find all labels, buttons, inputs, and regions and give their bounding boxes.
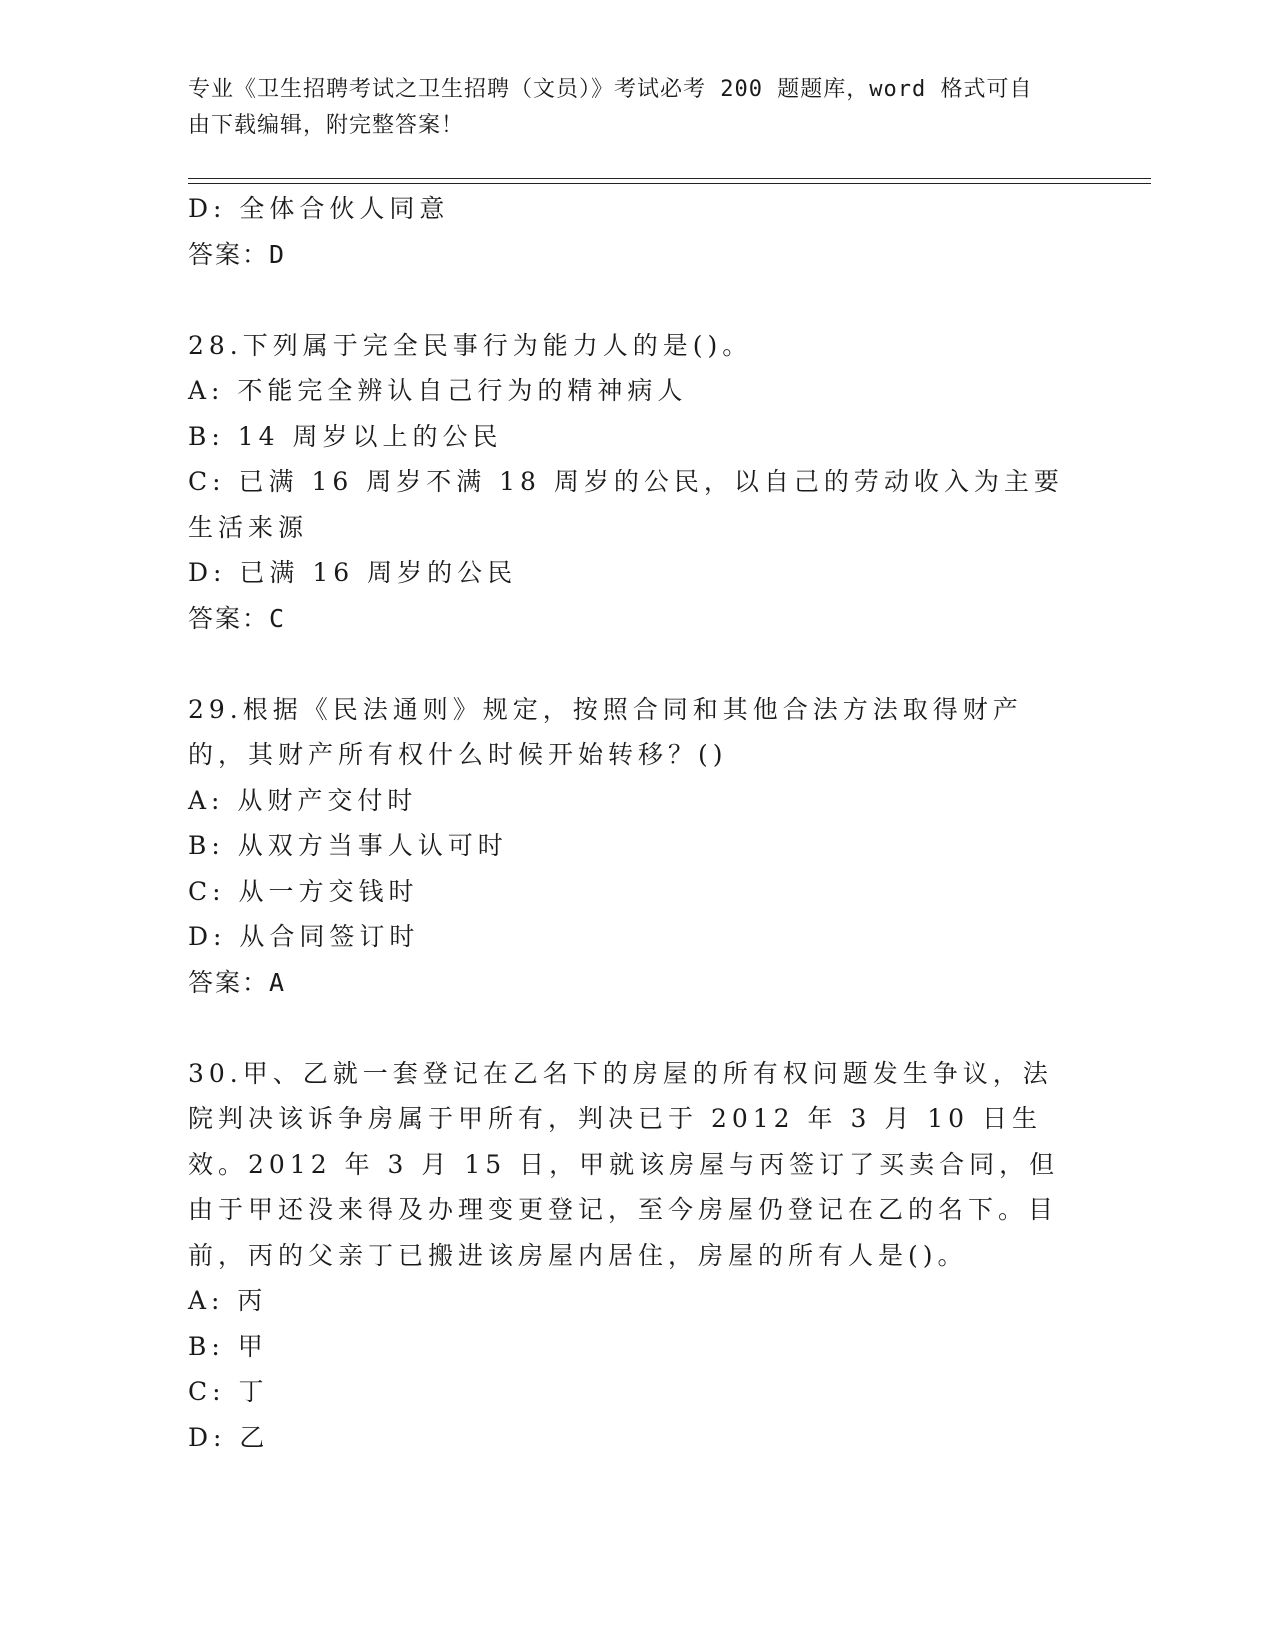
option-c: C: 丁 xyxy=(188,1377,269,1406)
page-header xyxy=(188,72,1068,144)
option-c: C: 从一方交钱时 xyxy=(188,876,419,906)
header-divider-top xyxy=(188,178,1151,179)
question-stem: 29.根据《民法通则》规定，按照合同和其他合法方法取得财产的，其财产所有权什么时候开始转移？() xyxy=(188,694,1023,769)
option-d: D: 已满 16 周岁的公民 xyxy=(188,558,518,587)
answer-value: C xyxy=(269,603,287,633)
option-b: B: 甲 xyxy=(188,1331,268,1361)
header-line-1: 专业《卫生招聘考试之卫生招聘（文员）》考试必考 200 题题库，word 格式可自 xyxy=(188,77,1033,102)
option-b: B: 14 周岁以上的公民 xyxy=(188,421,503,451)
answer xyxy=(188,960,1068,1006)
question-stem: 28.下列属于完全民事行为能力人的是()。 xyxy=(188,330,753,360)
option-d: D: 从合同签订时 xyxy=(188,922,420,951)
option-a: A: 从财产交付时 xyxy=(188,785,418,815)
header-divider-bottom xyxy=(188,183,1151,184)
question-28 xyxy=(188,323,1068,642)
spacer xyxy=(188,641,1068,687)
answer xyxy=(188,596,1068,642)
answer-value: D xyxy=(269,239,287,269)
document-body xyxy=(188,186,1068,1460)
question-stem: 30.甲、乙就一套登记在乙名下的房屋的所有权问题发生争议，法院判决该诉争房属于甲所有，判决已于 2012 年 3 月 10 日生效。2012 年 3 月 15 日，甲就该房屋与丙签订了买卖合同，但由于甲还没来得及办理变更登记，至今房屋仍登记在乙的名下。目前，丙的父亲丁已搬进该房屋内居住，房屋的所有人是()。 xyxy=(188,1058,1060,1270)
spacer xyxy=(188,1005,1068,1051)
answer-label: 答案： xyxy=(188,603,270,633)
option-b: B: 从双方当事人认可时 xyxy=(188,831,508,860)
prev-answer xyxy=(188,232,1068,278)
answer-label: 答案： xyxy=(188,239,270,269)
option-a: A: 不能完全辨认自己行为的精神病人 xyxy=(188,376,688,405)
header-line-2: 由下载编辑，附完整答案！ xyxy=(188,113,465,138)
option-d: D: 乙 xyxy=(188,1422,270,1452)
question-30 xyxy=(188,1051,1068,1461)
spacer xyxy=(188,277,1068,323)
question-29 xyxy=(188,687,1068,1006)
prev-option-d: D: 全体合伙人同意 xyxy=(188,194,450,223)
answer-label: 答案： xyxy=(188,967,270,997)
answer-value: A xyxy=(269,967,287,997)
option-c: C: 已满 16 周岁不满 18 周岁的公民，以自己的劳动收入为主要生活来源 xyxy=(188,467,1064,542)
option-a: A: 丙 xyxy=(188,1286,268,1315)
